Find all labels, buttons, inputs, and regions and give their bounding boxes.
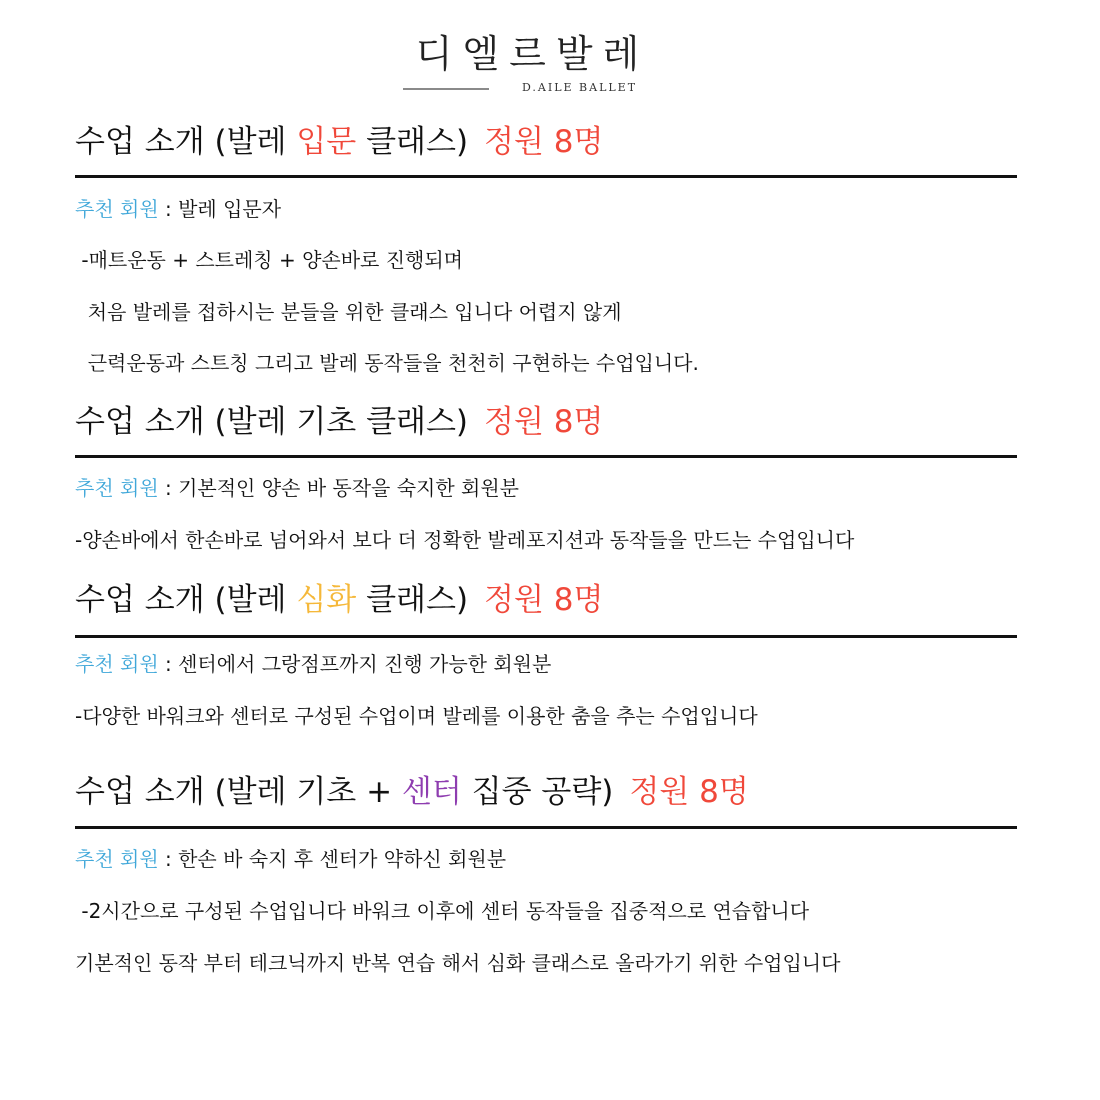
- logo-divider: [403, 88, 489, 90]
- section-divider: [75, 826, 1017, 829]
- recommended-label: 추천 회원: [75, 652, 159, 676]
- section-divider: [75, 635, 1017, 638]
- recommended-members: [75, 650, 551, 678]
- recommended-text: : 발레 입문자: [158, 197, 282, 221]
- section-heading: [75, 122, 1017, 162]
- recommended-text: : 센터에서 그랑점프까지 진행 가능한 회원분: [158, 652, 552, 676]
- recommended-members: [75, 845, 506, 873]
- class-section-advanced: [75, 580, 1017, 730]
- section-heading: [75, 402, 1017, 442]
- brand-logo: [400, 30, 700, 100]
- recommended-label: 추천 회원: [75, 847, 159, 871]
- description-line: -양손바에서 한손바로 넘어와서 보다 더 정확한 발레포지션과 동작들을 만드는 수업입니다: [75, 528, 855, 552]
- heading-highlight: 입문: [296, 124, 357, 160]
- description-line: -다양한 바워크와 센터로 구성된 수업이며 발레를 이용한 춤을 추는 수업입니다: [75, 704, 758, 728]
- description-line: 근력운동과 스트칭 그리고 발레 동작들을 천천히 구현하는 수업입니다.: [75, 351, 699, 375]
- brand-name-en: D.AILE BALLET: [522, 81, 638, 94]
- section-divider: [75, 455, 1017, 458]
- heading-text: 수업 소개 (발레: [75, 582, 297, 618]
- capacity-badge: 정원 8명: [484, 124, 604, 160]
- section-heading: [75, 772, 1017, 812]
- recommended-label: 추천 회원: [75, 476, 159, 500]
- class-section-basic-center: [75, 772, 1017, 992]
- heading-text: 수업 소개 (발레 기초 +: [75, 774, 402, 810]
- recommended-text: : 기본적인 양손 바 동작을 숙지한 회원분: [158, 476, 520, 500]
- class-section-beginner: [75, 122, 1017, 382]
- recommended-members: [75, 474, 519, 502]
- brand-name-ko: 디엘르발레: [415, 32, 650, 76]
- section-divider: [75, 175, 1017, 178]
- capacity-badge: 정원 8명: [484, 404, 604, 440]
- description-line: -2시간으로 구성된 수업입니다 바워크 이후에 센터 동작들을 집중적으로 연습합니다: [75, 899, 810, 923]
- recommended-text: : 한손 바 숙지 후 센터가 약하신 회원분: [158, 847, 507, 871]
- recommended-label: 추천 회원: [75, 197, 159, 221]
- heading-text-end: 집중 공략): [461, 774, 614, 810]
- recommended-members: [75, 195, 281, 223]
- class-section-basic: [75, 402, 1017, 562]
- description-line: 기본적인 동작 부터 테크닉까지 반복 연습 해서 심화 클래스로 올라가기 위한 수업입니다: [75, 951, 841, 975]
- heading-text: 수업 소개 (발레: [75, 124, 297, 160]
- capacity-badge: 정원 8명: [629, 774, 749, 810]
- description-line: 처음 발레를 접하시는 분들을 위한 클래스 입니다 어렵지 않게: [75, 300, 622, 324]
- heading-highlight: 심화: [296, 582, 357, 618]
- description-line: -매트운동 + 스트레칭 + 양손바로 진행되며: [75, 248, 463, 272]
- section-heading: [75, 580, 1017, 620]
- capacity-badge: 정원 8명: [484, 582, 604, 618]
- heading-highlight: 센터: [401, 774, 462, 810]
- heading-text-end: 클래스): [356, 582, 469, 618]
- heading-text-end: 클래스): [356, 124, 469, 160]
- heading-text: 수업 소개 (발레 기초 클래스): [75, 404, 469, 440]
